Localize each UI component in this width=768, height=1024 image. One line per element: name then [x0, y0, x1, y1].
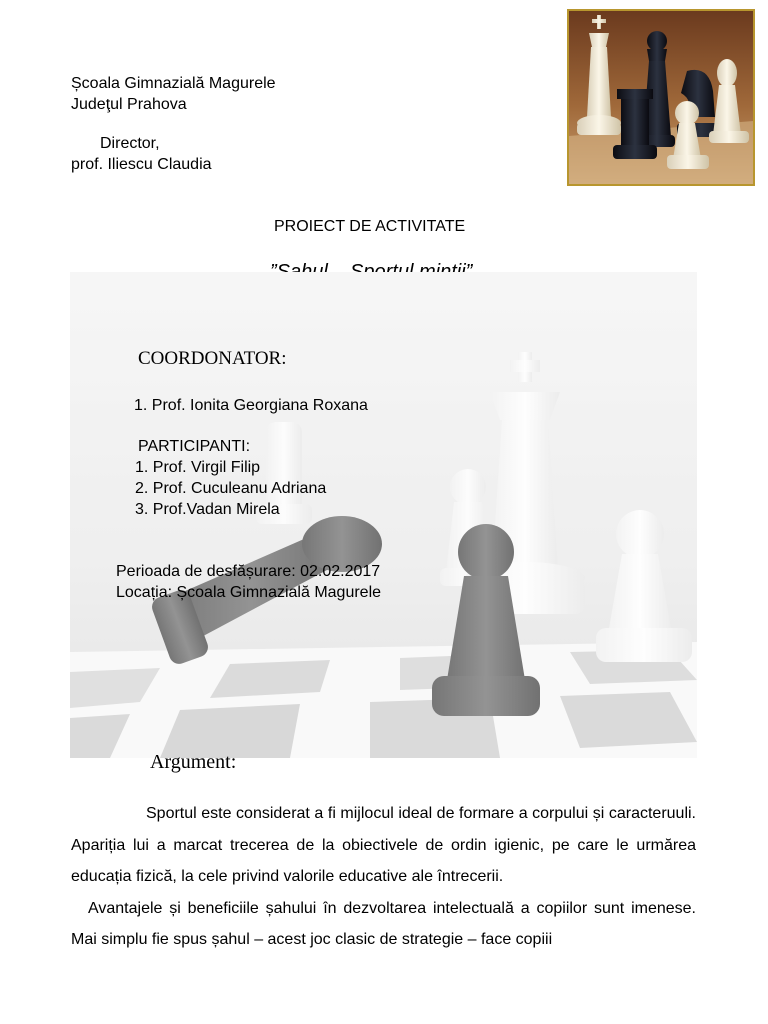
coordinator-item: 1. Prof. Ionita Georgiana Roxana: [134, 397, 368, 414]
argument-paragraph: Sportul este considerat a fi mijlocul ideal de formare a corpului și caracteruuli. Apariția lui a marcat trecerea de la obiectivele de ordin igienic, pe care le urmărea educația fizică, la cele privind valorile educative ale întrecerii.: [71, 805, 696, 885]
county-name: Judeţul Prahova: [71, 96, 187, 113]
project-title: PROIECT DE ACTIVITATE: [274, 218, 466, 235]
participants-heading: PARTICIPANTI:: [138, 438, 251, 455]
school-name: Școala Gimnazială Magurele: [71, 75, 276, 92]
argument-paragraph: Avantajele și beneficiile șahului în dezvoltarea intelectuală a copiilor sunt imenese. Mai simplu fie spus șahul – acest joc clasic de strategie – face copiii: [71, 899, 696, 948]
director-name: prof. Iliescu Claudia: [71, 156, 212, 173]
director-title: Director,: [100, 135, 160, 152]
activity-period: Perioada de desfășurare: 02.02.2017: [116, 563, 381, 580]
coordinator-heading: COORDONATOR:: [138, 348, 287, 369]
participant-item: 1. Prof. Virgil Filip: [135, 459, 261, 476]
activity-location: Locația: Școala Gimnazială Magurele: [116, 584, 382, 601]
chess-pieces-photo: [567, 9, 755, 186]
argument-body: [71, 798, 696, 956]
argument-heading: Argument:: [150, 751, 237, 773]
chess-pieces-illustration: [569, 11, 753, 184]
participant-item: 3. Prof.Vadan Mirela: [135, 501, 280, 518]
participant-item: 2. Prof. Cuculeanu Adriana: [135, 480, 327, 497]
